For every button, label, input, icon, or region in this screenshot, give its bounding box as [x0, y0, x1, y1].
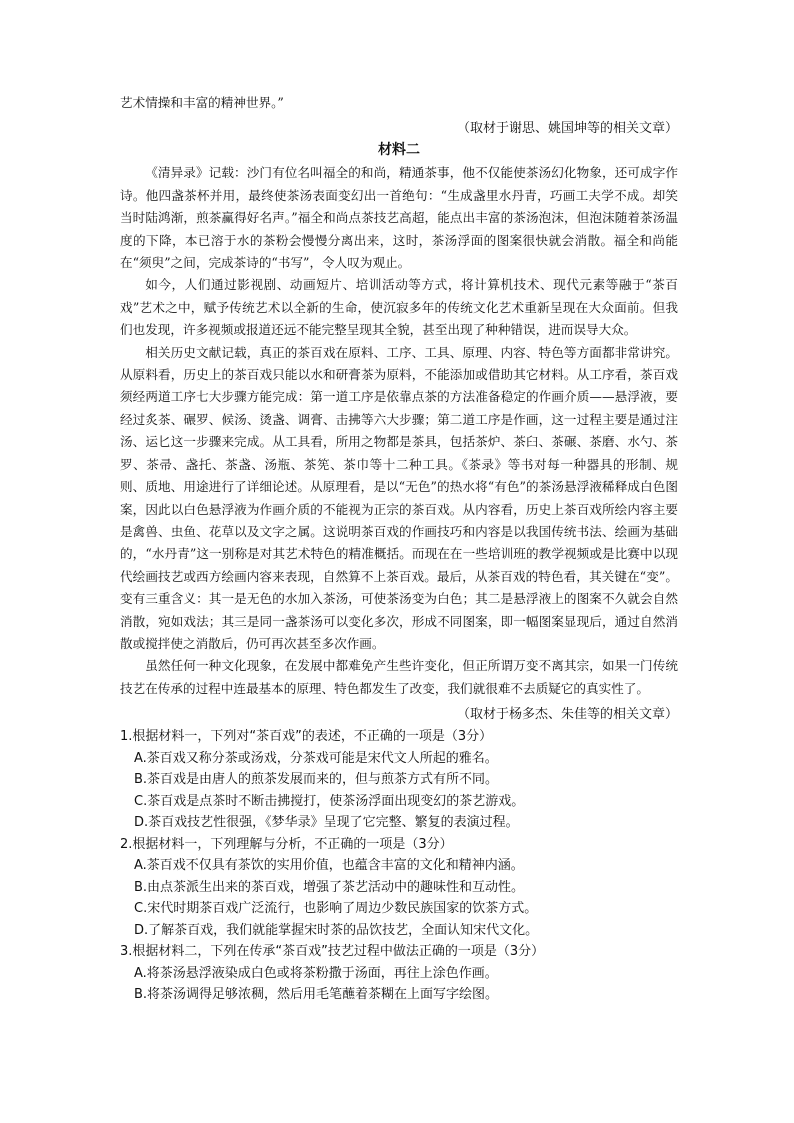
- question-3: 3.根据材料二，下列在传承“茶百戏”技艺过程中做法正确的一项是（3分）: [120, 944, 545, 960]
- question-3-option-b: B.将茶汤调得足够浓稠，然后用毛笔蘸着茶糊在上面写字绘图。: [134, 987, 499, 1003]
- question-1: 1.根据材料一，下列对“茶百戏”的表述，不正确的一项是（3分）: [120, 729, 493, 745]
- material-two-heading: 材料二: [378, 142, 420, 159]
- material-two-paragraph-4: 虽然任何一种文化现象，在发展中都难免产生些许变化，但正所谓万变不离其宗，如果一门传统技艺在传承的过程中连最基本的原理、特色都发生了改变，我们就很难不去质疑它的真实性了。: [120, 658, 678, 696]
- question-2-option-b: B.由点茶派生出来的茶百戏，增强了茶艺活动中的趣味性和互动性。: [134, 879, 525, 895]
- material-two-paragraph-1: 《清异录》记载：沙门有位名叫福全的和尚，精通茶事，他不仅能使茶汤幻化物象，还可成字作诗。他四盏茶杯并用，最终使茶汤表面变幻出一首绝句：“生成盏里水丹青，巧画工夫学不成。却笑当时陆鸿渐，煎茶赢得好名声。”福全和尚点茶技艺高超，能点出丰富的茶汤泡沫，但泡沫随着茶汤温度的下降，本已溶于水的茶粉会慢慢分离出来，这时，茶汤浮面的图案很快就会消散。福全和尚能在“须臾”之间，完成茶诗的“书写”，令人叹为观止。: [120, 165, 678, 271]
- question-1-option-b: B.茶百戏是由唐人的煎茶发展而来的，但与煎茶方式有所不同。: [134, 772, 499, 788]
- material-one-ending: 艺术情操和丰富的精神世界。”: [120, 95, 284, 110]
- source-citation-1: （取材于谢思、姚国坤等的相关文章）: [456, 121, 678, 137]
- question-1-option-d: D.茶百戏技艺性很强，《梦华录》呈现了它完整、繁复的表演过程。: [134, 815, 519, 831]
- question-3-option-a: A.将茶汤悬浮液染成白色或将茶粉撒于汤面，再往上涂色作画。: [134, 965, 498, 981]
- question-1-option-c: C.茶百戏是点茶时不断击拂搅打，使茶汤浮面出现变幻的茶艺游戏。: [134, 793, 525, 809]
- question-2: 2.根据材料一，下列理解与分析，不正确的一项是（3分）: [120, 836, 453, 852]
- page-content: [120, 92, 678, 1006]
- question-2-option-d: D.了解茶百戏，我们就能掌握宋时茶的品饮技艺，全面认知宋代文化。: [134, 922, 539, 938]
- source-citation-2: （取材于杨多杰、朱佳等的相关文章）: [456, 707, 678, 723]
- question-2-option-c: C.宋代时期茶百戏广泛流行，也影响了周边少数民族国家的饮茶方式。: [134, 901, 538, 917]
- material-two-paragraph-2: 如今，人们通过影视剧、动画短片、培训活动等方式，将计算机技术、现代元素等融于“茶百戏”艺术之中，赋予传统艺术以全新的生命，使沉寂多年的传统文化艺术重新呈现在大众面前。但我们也发现，许多视频或报道还远不能完整呈现其全貌，甚至出现了种种错误，进而误导大众。: [120, 277, 678, 338]
- question-1-option-a: A.茶百戏又称分茶或汤戏，分茶戏可能是宋代文人所起的雅名。: [134, 750, 498, 766]
- question-2-option-a: A.茶百戏不仅具有茶饮的实用价值，也蕴含丰富的文化和精神内涵。: [134, 858, 524, 874]
- material-two-paragraph-3: 相关历史文献记载，真正的茶百戏在原料、工序、工具、原理、内容、特色等方面都非常讲究。从原料看，历史上的茶百戏只能以水和研膏茶为原料，不能添加或借助其它材料。从工序看，茶百戏须经两道工序七大步骤方能完成：第一道工序是依靠点茶的方法准备稳定的作画介质——悬浮液，要经过炙茶、碾罗、候汤、烫盏、调膏、击拂等六大步骤；第二道工序是作画，这一过程主要是通过注汤、运匕这一步骤来完成。从工具看，所用之物都是茶具，包括茶炉、茶臼、茶碾、茶磨、水勺、茶罗、茶帚、盏托、茶盏、汤瓶、茶筅、茶巾等十二种工具。《茶录》等书对每一种器具的形制、规则、质地、用途进行了详细论述。从原理看，是以“无色”的热水将“有色”的茶汤悬浮液稀释成白色图案，因此以白色悬浮液为作画介质的不能视为正宗的茶百戏。从内容看，历史上茶百戏所绘内容主要是禽兽、虫鱼、花草以及文字之属。这说明茶百戏的作画技巧和内容是以我国传统书法、绘画为基础的，“水丹青”这一别称是对其艺术特色的精准概括。而现在在一些培训班的教学视频或是比赛中以现代绘画技艺或西方绘画内容来表现，自然算不上茶百戏。最后，从茶百戏的特色看，其关键在“变”。变有三重含义：其一是无色的水加入茶汤，可使茶汤变为白色；其二是悬浮液上的图案不久就会自然消散，宛如戏法；其三是同一盏茶汤可以变化多次，形成不同图案，即一幅图案显现后，通过自然消散或搅拌使之消散后，仍可再次甚至多次作画。: [120, 344, 678, 651]
